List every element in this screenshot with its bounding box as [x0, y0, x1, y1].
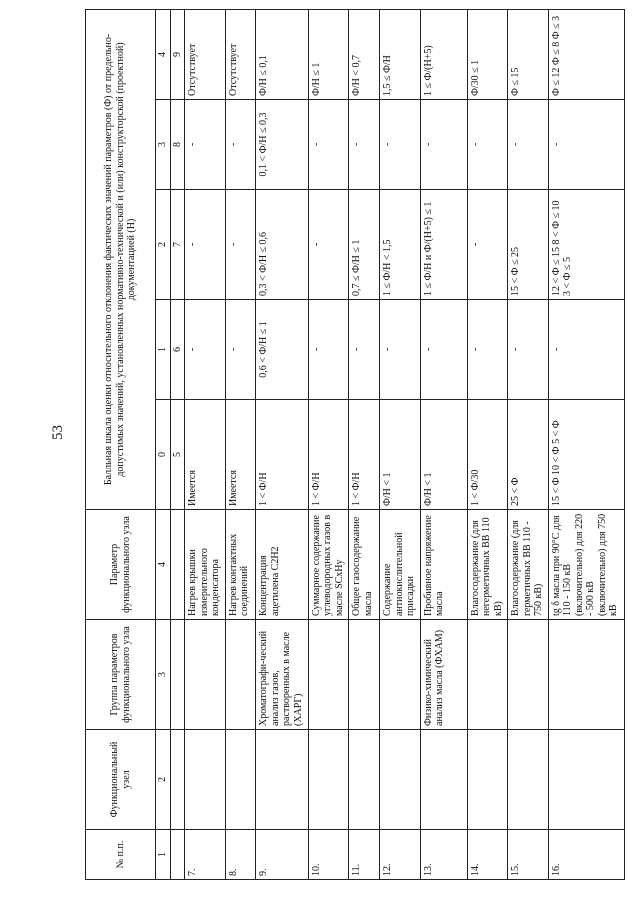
header-param: Параметр функционального узла	[86, 510, 156, 620]
colnum: 1	[156, 300, 171, 400]
cell-node	[308, 730, 349, 830]
cell-n: 15.	[508, 830, 549, 880]
cell-s4: Ф ≤ 15	[508, 9, 549, 99]
header-node: Функциональный узел	[86, 730, 156, 830]
cell-s2: 0,3 < Ф/Н ≤ 0,6	[256, 190, 308, 300]
table-row	[380, 9, 421, 879]
cell-param: Содержание антиокислительной присадки	[380, 510, 421, 620]
cell-group	[349, 620, 380, 730]
cell-param: Нагрев крышки измерительного конденсатора	[185, 510, 226, 620]
cell-s2: -	[225, 190, 256, 300]
cell-s0: 1 < Ф/Н	[308, 400, 349, 510]
colnum: 1	[156, 830, 171, 880]
cell-n: 9.	[256, 830, 308, 880]
cell-s1: -	[548, 300, 624, 400]
cell-group: Хроматографи-ческий анализ газов, растворенных в масле (ХАРГ)	[256, 620, 308, 730]
cell-node	[225, 730, 256, 830]
table-row	[308, 9, 349, 879]
cell-s4: 1 ≤ Ф/(Н+5)	[420, 9, 467, 99]
cell-node	[380, 730, 421, 830]
cell-s0: Ф/Н < 1	[420, 400, 467, 510]
cell-s0: 25 < Ф	[508, 400, 549, 510]
colnum: 3	[156, 100, 171, 190]
cell-param: Концентрация ацетилена С2Н2	[256, 510, 308, 620]
weight: 5	[170, 400, 185, 510]
table-body	[185, 9, 625, 879]
cell-n: 16.	[548, 830, 624, 880]
cell-s4: 1,5 ≤ Ф/Н	[380, 9, 421, 99]
cell-s4: Ф/Н ≤ 0,1	[256, 9, 308, 99]
header-scale: Балльная шкала оценки относительного отклонения фактических значений параметров (Ф) от предельно-допустимых значений, установленных нормативно-технической и (или) конструкторской (проектной) документацией (Н)	[86, 9, 156, 509]
cell-s1: -	[308, 300, 349, 400]
colnum: 4	[156, 510, 171, 620]
cell-s3: -	[225, 100, 256, 190]
cell-s3: -	[420, 100, 467, 190]
cell-param: Влагосодержание (для негерметичных ВВ 110 кВ)	[467, 510, 508, 620]
table-row	[548, 9, 624, 879]
table-row	[420, 9, 467, 879]
cell-node	[467, 730, 508, 830]
cell-node	[508, 730, 549, 830]
weight: 6	[170, 300, 185, 400]
cell-s0: 15 < Ф 10 < Ф 5 < Ф	[548, 400, 624, 510]
cell-n: 13.	[420, 830, 467, 880]
cell-s0: 1 < Ф/30	[467, 400, 508, 510]
table-row	[185, 9, 226, 879]
cell-s3: -	[349, 100, 380, 190]
table-row	[349, 9, 380, 879]
header-num: № п.п.	[86, 830, 156, 880]
colnum: 2	[156, 730, 171, 830]
cell-group	[467, 620, 508, 730]
cell-group: Физико-химический анализ масла (ФХАМ)	[420, 620, 467, 730]
cell-group	[380, 620, 421, 730]
cell-group	[508, 620, 549, 730]
cell-param: Суммарное содержание углеводородных газов в масле SCxHy	[308, 510, 349, 620]
page-number: 53	[50, 425, 66, 440]
cell-node	[420, 730, 467, 830]
cell-s4: Ф/Н < 0,7	[349, 9, 380, 99]
cell-param: Нагрев контактных соединений	[225, 510, 256, 620]
cell-s1: 0,6 < Ф/Н ≤ 1	[256, 300, 308, 400]
cell-s4: Ф ≤ 12 Ф ≤ 8 Ф ≤ 3	[548, 9, 624, 99]
cell-s2: -	[308, 190, 349, 300]
cell-s2: 1 ≤ Ф/Н и Ф/(Н+5) ≤ 1	[420, 190, 467, 300]
weight: 9	[170, 9, 185, 99]
colnum: 2	[156, 190, 171, 300]
colnum: 3	[156, 620, 171, 730]
cell-node	[185, 730, 226, 830]
cell-s3: -	[548, 100, 624, 190]
cell-s4: Ф/Н ≤ 1	[308, 9, 349, 99]
cell-s4: Отсутствует	[185, 9, 226, 99]
cell-n: 11.	[349, 830, 380, 880]
table-row	[467, 9, 508, 879]
table-row	[508, 9, 549, 879]
table-row	[256, 9, 308, 879]
cell-s1: -	[508, 300, 549, 400]
cell-s2: -	[467, 190, 508, 300]
rotated-table-container	[85, 10, 625, 880]
cell-n: 10.	[308, 830, 349, 880]
cell-s0: Имеется	[185, 400, 226, 510]
cell-s1: -	[467, 300, 508, 400]
cell-s2: -	[185, 190, 226, 300]
cell-s0: Имеется	[225, 400, 256, 510]
cell-s1: -	[349, 300, 380, 400]
cell-s0: 1 < Ф/Н	[349, 400, 380, 510]
cell-n: 12.	[380, 830, 421, 880]
cell-s1: -	[420, 300, 467, 400]
cell-node	[548, 730, 624, 830]
scoring-table	[85, 9, 625, 880]
cell-s0: Ф/Н < 1	[380, 400, 421, 510]
header-group: Группа параметров функционального узла	[86, 620, 156, 730]
cell-n: 14.	[467, 830, 508, 880]
cell-s3: -	[185, 100, 226, 190]
cell-param: Общее газосодержание масла	[349, 510, 380, 620]
cell-param: tg δ масла при 90°С для 110 - 150 кВ (включительно) для 220 - 500 кВ (включительно) для 750 кВ	[548, 510, 624, 620]
colnum: 0	[156, 400, 171, 510]
cell-s3: -	[508, 100, 549, 190]
cell-s3: -	[380, 100, 421, 190]
cell-group	[225, 620, 256, 730]
cell-n: 8.	[225, 830, 256, 880]
cell-s3: -	[308, 100, 349, 190]
cell-s2: 12 < Ф ≤ 15 8 < Ф ≤ 10 3 < Ф ≤ 5	[548, 190, 624, 300]
cell-group	[548, 620, 624, 730]
colnum: 4	[156, 9, 171, 99]
cell-param: Пробивное напряжение масла	[420, 510, 467, 620]
cell-s2: 0,7 ≤ Ф/Н ≤ 1	[349, 190, 380, 300]
cell-s1: -	[225, 300, 256, 400]
cell-s1: -	[380, 300, 421, 400]
cell-s4: Отсутствует	[225, 9, 256, 99]
cell-s4: Ф/30 ≤ 1	[467, 9, 508, 99]
cell-n: 7.	[185, 830, 226, 880]
cell-s2: 1 ≤ Ф/Н < 1,5	[380, 190, 421, 300]
cell-s2: 15 < Ф ≤ 25	[508, 190, 549, 300]
cell-node	[256, 730, 308, 830]
cell-group	[308, 620, 349, 730]
cell-s3: -	[467, 100, 508, 190]
weight: 8	[170, 100, 185, 190]
weight: 7	[170, 190, 185, 300]
cell-group	[185, 620, 226, 730]
cell-s3: 0,1 < Ф/Н ≤ 0,3	[256, 100, 308, 190]
cell-s0: 1 < Ф/Н	[256, 400, 308, 510]
cell-s1: -	[185, 300, 226, 400]
cell-node	[349, 730, 380, 830]
cell-param: Влагосодержание (для герметичных ВВ 110 - 750 кВ)	[508, 510, 549, 620]
table-row	[225, 9, 256, 879]
